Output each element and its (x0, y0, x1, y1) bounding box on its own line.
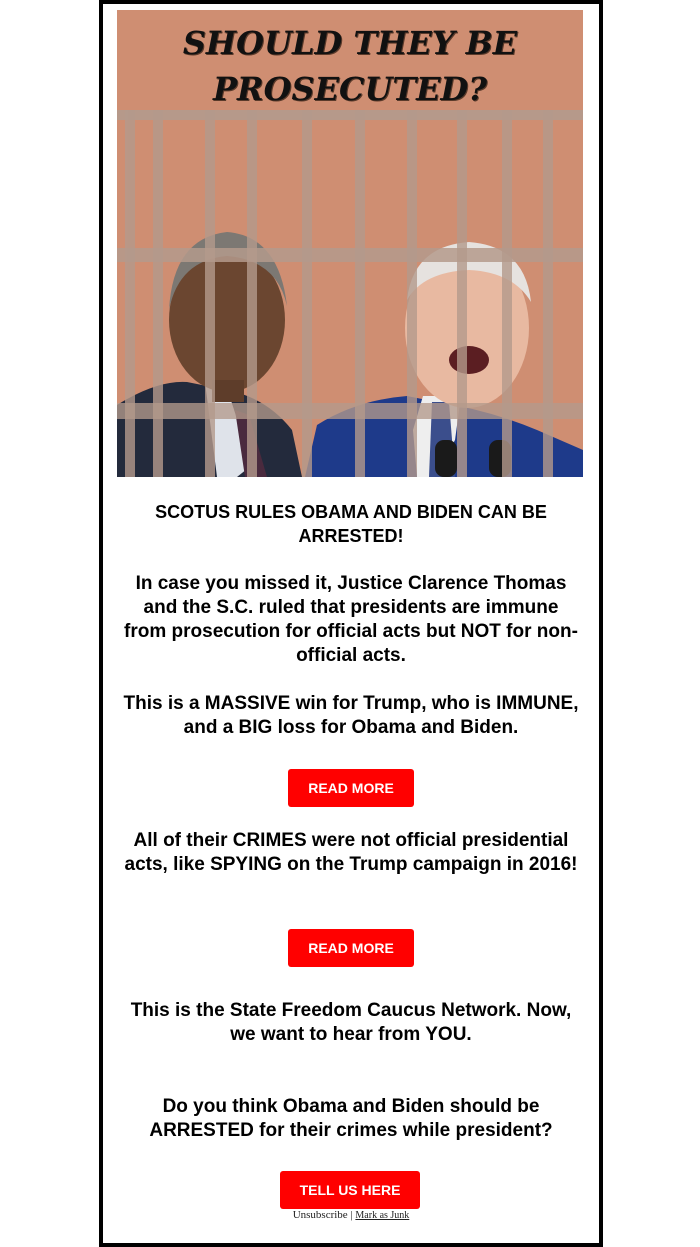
read-more-button-1[interactable]: READ MORE (288, 769, 414, 807)
paragraph-ruling: In case you missed it, Justice Clarence Thomas and the S.C. ruled that presidents are immune from prosecution for official acts but NOT for non-official acts. (124, 573, 578, 666)
tell-us-here-button[interactable]: TELL US HERE (280, 1171, 420, 1209)
hero-image[interactable] (117, 10, 583, 477)
unsubscribe-link[interactable]: Unsubscribe (292, 1209, 348, 1221)
right-person-figure (305, 242, 583, 477)
footer-links (103, 1209, 599, 1221)
hero-title (117, 20, 583, 112)
email-frame (99, 0, 603, 1247)
paragraph-trump-win: This is a MASSIVE win for Trump, who is IMMUNE, and a BIG loss for Obama and Biden. (123, 693, 579, 738)
poll-question: Do you think Obama and Biden should be ARRESTED for their crimes while president? (149, 1096, 553, 1141)
mark-as-junk-link[interactable]: Mark as Junk (355, 1210, 410, 1221)
headline: SCOTUS RULES OBAMA AND BIDEN CAN BE ARRESTED! (155, 502, 547, 546)
footer-separator: | (350, 1209, 353, 1221)
hero-title-line-2: PROSECUTED? (212, 70, 488, 108)
paragraph-crimes: All of their CRIMES were not official presidential acts, like SPYING on the Trump campaign in 2016! (124, 830, 578, 875)
read-more-button-2[interactable]: READ MORE (288, 929, 414, 967)
paragraph-network: This is the State Freedom Caucus Network. Now, we want to hear from YOU. (130, 1000, 572, 1045)
hero-title-line-1: SHOULD THEY BE (182, 24, 518, 62)
